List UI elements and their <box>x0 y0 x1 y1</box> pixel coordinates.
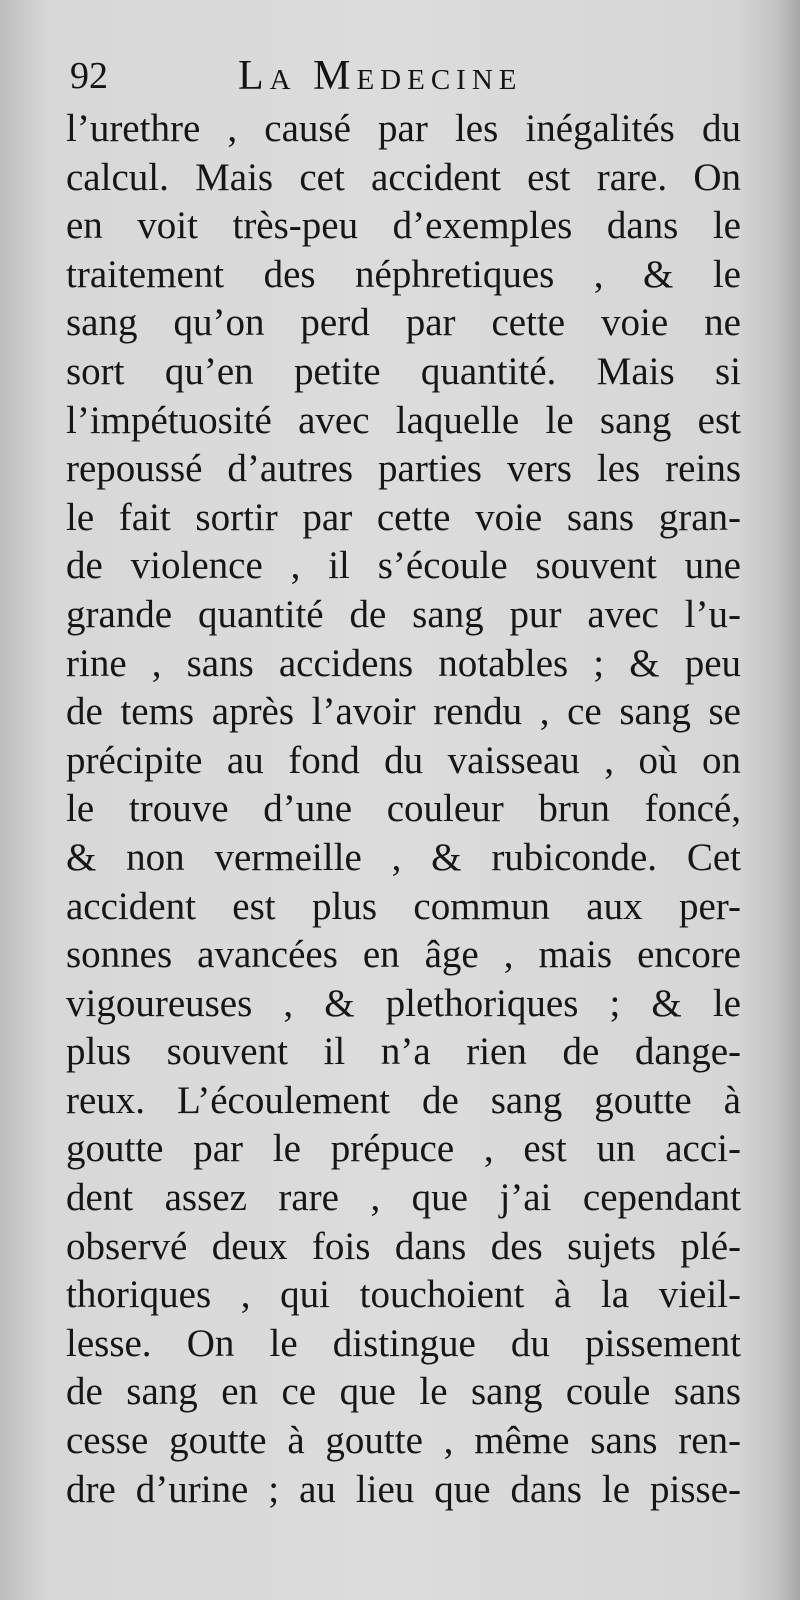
page-edge-shadow <box>778 0 800 1600</box>
text-line: en voit très-peu d’exemples dans le <box>66 204 741 248</box>
page-number: 92 <box>70 55 108 97</box>
running-head <box>70 52 590 112</box>
text-line: vigoureuses , & plethoriques ; & le <box>66 981 741 1025</box>
text-line: précipite au fond du vaisseau , où on <box>66 738 741 782</box>
text-line: dent assez rare , que j’ai cependant <box>66 1176 741 1220</box>
text-line: sort qu’en petite quantité. Mais si <box>66 349 741 393</box>
text-line: de violence , il s’écoule souvent une <box>66 544 741 588</box>
text-line: sang qu’on perd par cette voie ne <box>66 301 741 345</box>
text-line: dre d’urine ; au lieu que dans le pisse- <box>66 1467 741 1511</box>
text-line: & non vermeille , & rubiconde. Cet <box>66 835 741 879</box>
text-line: cesse goutte à goutte , même sans ren- <box>66 1419 741 1463</box>
text-line: de sang en ce que le sang coule sans <box>66 1370 741 1414</box>
running-title: La Medecine <box>238 53 523 99</box>
text-line: l’urethre , causé par les inégalités du <box>66 107 741 150</box>
text-line: traitement des néphretiques , & le <box>66 252 741 296</box>
text-line: reux. L’écoulement de sang goutte à <box>66 1078 741 1122</box>
text-line: observé deux fois dans des sujets plé- <box>66 1224 741 1268</box>
text-line: calcul. Mais cet accident est rare. On <box>66 155 741 199</box>
text-line: le fait sortir par cette voie sans gran- <box>66 495 741 539</box>
text-line: sonnes avancées en âge , mais encore <box>66 933 741 977</box>
text-line: l’impétuosité avec laquelle le sang est <box>66 398 741 442</box>
text-line: repoussé d’autres parties vers les reins <box>66 447 741 491</box>
body-text <box>66 105 741 1514</box>
text-line: goutte par le prépuce , est un acci- <box>66 1127 741 1171</box>
text-line: thoriques , qui touchoient à la vieil- <box>66 1273 741 1317</box>
text-line: grande quantité de sang pur avec l’u- <box>66 592 741 636</box>
text-line: accident est plus commun aux per- <box>66 884 741 928</box>
text-line: de tems après l’avoir rendu , ce sang se <box>66 690 741 734</box>
text-line: le trouve d’une couleur brun foncé, <box>66 787 741 831</box>
text-line: lesse. On le distingue du pissement <box>66 1321 741 1365</box>
text-line: plus souvent il n’a rien de dange- <box>66 1030 741 1074</box>
text-line: rine , sans accidens notables ; & peu <box>66 641 741 685</box>
